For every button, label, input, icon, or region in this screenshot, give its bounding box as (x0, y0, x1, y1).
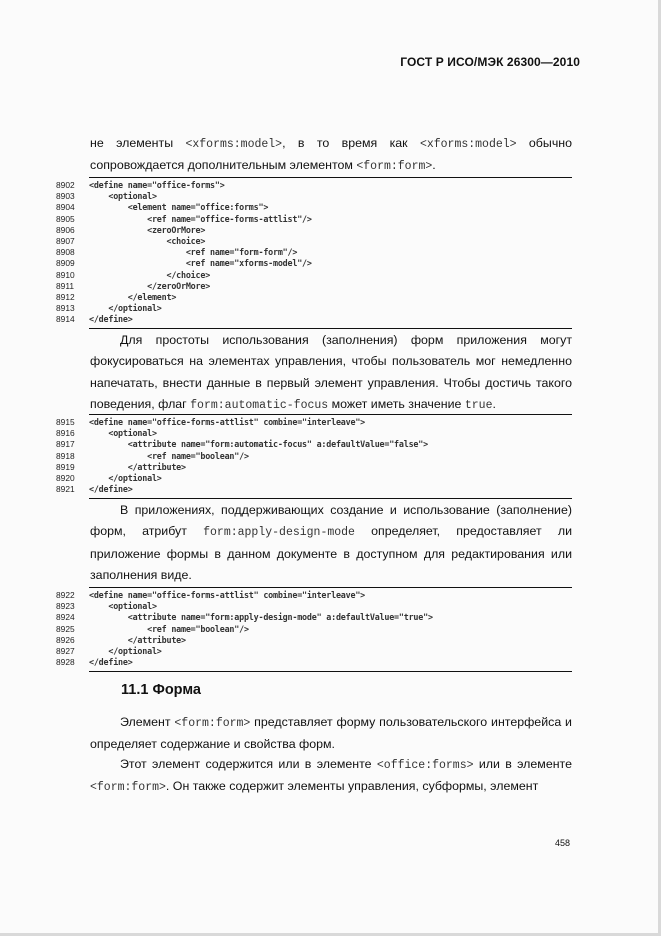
section-heading: 11.1 Форма (121, 682, 201, 698)
line-number: 8922 (56, 590, 75, 600)
code-text: <define name="office-forms-attlist" combine="interleave"> (89, 417, 366, 427)
code-text: </zeroOrMore> (89, 280, 211, 291)
line-number: 8902 (56, 180, 75, 190)
code-line (56, 225, 572, 236)
code-rule-top (89, 414, 572, 415)
code-block-automatic-focus (56, 414, 572, 499)
code-line (56, 657, 572, 668)
code-text: <ref name="xforms-model"/> (89, 258, 312, 269)
line-number: 8904 (56, 202, 75, 213)
code-text: <element name="office:forms"> (89, 202, 269, 213)
code-line (56, 180, 572, 191)
line-number: 8921 (56, 484, 75, 495)
code-line (56, 214, 572, 225)
code-rule-top (89, 177, 572, 178)
code-text: <define name="office-forms"> (89, 180, 225, 190)
form-element-paragraph: Элемент <form:form> представляет форму пользовательского интерфейса и определяет содержание и свойства форм. (90, 715, 572, 752)
line-number: 8917 (56, 439, 75, 450)
code-text: <attribute name="form:apply-design-mode" a:defaultValue="true"> (89, 612, 433, 623)
code-lines (56, 590, 572, 668)
code-text: </define> (89, 314, 133, 325)
code-line (56, 417, 572, 428)
code-text: <optional> (89, 191, 157, 202)
code-line (56, 236, 572, 247)
line-number: 8914 (56, 314, 75, 325)
apply-design-mode-paragraph: В приложениях, поддерживающих создание и использование (заполнение) форм, атрибут form:apply-design-mode определяет, предоставляет ли приложение формы в данном документе в доступном для редактирования или заполнения виде. (90, 503, 572, 583)
code-text: </optional> (89, 645, 162, 656)
code-rule-top (89, 587, 572, 588)
code-text: <zeroOrMore> (89, 224, 206, 235)
code-text: </optional> (89, 303, 162, 314)
code-text: <ref name="boolean"/> (89, 623, 249, 634)
code-text: <ref name="boolean"/> (89, 450, 249, 461)
code-line (56, 247, 572, 258)
line-number: 8925 (56, 623, 75, 634)
line-number: 8919 (56, 461, 75, 472)
code-block-apply-design-mode (56, 587, 572, 672)
code-line (56, 191, 572, 202)
line-number: 8911 (56, 280, 75, 291)
code-text: <optional> (89, 428, 157, 439)
line-number: 8915 (56, 417, 75, 427)
page-number: 458 (554, 838, 570, 848)
code-text: </element> (89, 291, 177, 302)
line-number: 8924 (56, 612, 75, 623)
code-lines (56, 417, 572, 495)
code-text: </attribute> (89, 634, 186, 645)
code-text: </attribute> (89, 461, 186, 472)
line-number: 8903 (56, 191, 75, 202)
line-number: 8923 (56, 601, 75, 612)
code-line (56, 473, 572, 484)
code-line (56, 612, 572, 623)
standard-header: ГОСТ Р ИСО/МЭК 26300—2010 (400, 55, 580, 69)
line-number: 8905 (56, 213, 75, 224)
line-number: 8906 (56, 224, 75, 235)
code-text: <choice> (89, 235, 206, 246)
code-line (56, 590, 572, 601)
line-number: 8913 (56, 303, 75, 314)
code-line (56, 601, 572, 612)
code-line (56, 428, 572, 439)
code-text: <optional> (89, 601, 157, 612)
code-line (56, 439, 572, 450)
line-number: 8912 (56, 291, 75, 302)
code-text: <ref name="form-form"/> (89, 247, 298, 258)
code-line (56, 292, 572, 303)
code-line (56, 624, 572, 635)
code-line (56, 270, 572, 281)
line-number: 8918 (56, 450, 75, 461)
code-line (56, 484, 572, 495)
line-number: 8909 (56, 258, 75, 269)
line-number: 8910 (56, 269, 75, 280)
line-number: 8907 (56, 235, 75, 246)
line-number: 8908 (56, 247, 75, 258)
code-line (56, 202, 572, 213)
code-text: </choice> (89, 269, 211, 280)
code-line (56, 646, 572, 657)
code-line (56, 303, 572, 314)
line-number: 8916 (56, 428, 75, 439)
code-text: <ref name="office-forms-attlist"/> (89, 213, 312, 224)
line-number: 8927 (56, 645, 75, 656)
code-block-office-forms (56, 177, 572, 329)
intro-paragraph: не элементы <xforms:model>, в то время как <xforms:model> обычно сопровождается дополнительным элементом <form:form>. (90, 136, 573, 174)
line-number: 8920 (56, 472, 75, 483)
form-container-paragraph: Этот элемент содержится или в элементе <office:forms> или в элементе <form:form>. Он также содержит элементы управления, субформы, элемент (90, 757, 572, 795)
line-number: 8928 (56, 657, 75, 668)
code-line (56, 451, 572, 462)
code-line (56, 258, 572, 269)
code-text: <define name="office-forms-attlist" combine="interleave"> (89, 590, 366, 600)
automatic-focus-paragraph: Для простоты использования (заполнения) форм приложения могут фокусироваться на элементах управления, чтобы пользователь мог немедленно напечатать, внести данные в первый элемент управления. Чтобы достичь такого поведения, флаг form:automatic-focus может иметь значение true. (90, 333, 572, 413)
code-text: <attribute name="form:automatic-focus" a:defaultValue="false"> (89, 439, 428, 450)
code-text: </optional> (89, 472, 162, 483)
code-line (56, 281, 572, 292)
code-text: </define> (89, 484, 133, 495)
code-line (56, 635, 572, 646)
code-line (56, 314, 572, 325)
code-lines (56, 180, 572, 325)
code-line (56, 462, 572, 473)
line-number: 8926 (56, 634, 75, 645)
code-text: </define> (89, 657, 133, 668)
code-rule-bottom (89, 671, 572, 672)
